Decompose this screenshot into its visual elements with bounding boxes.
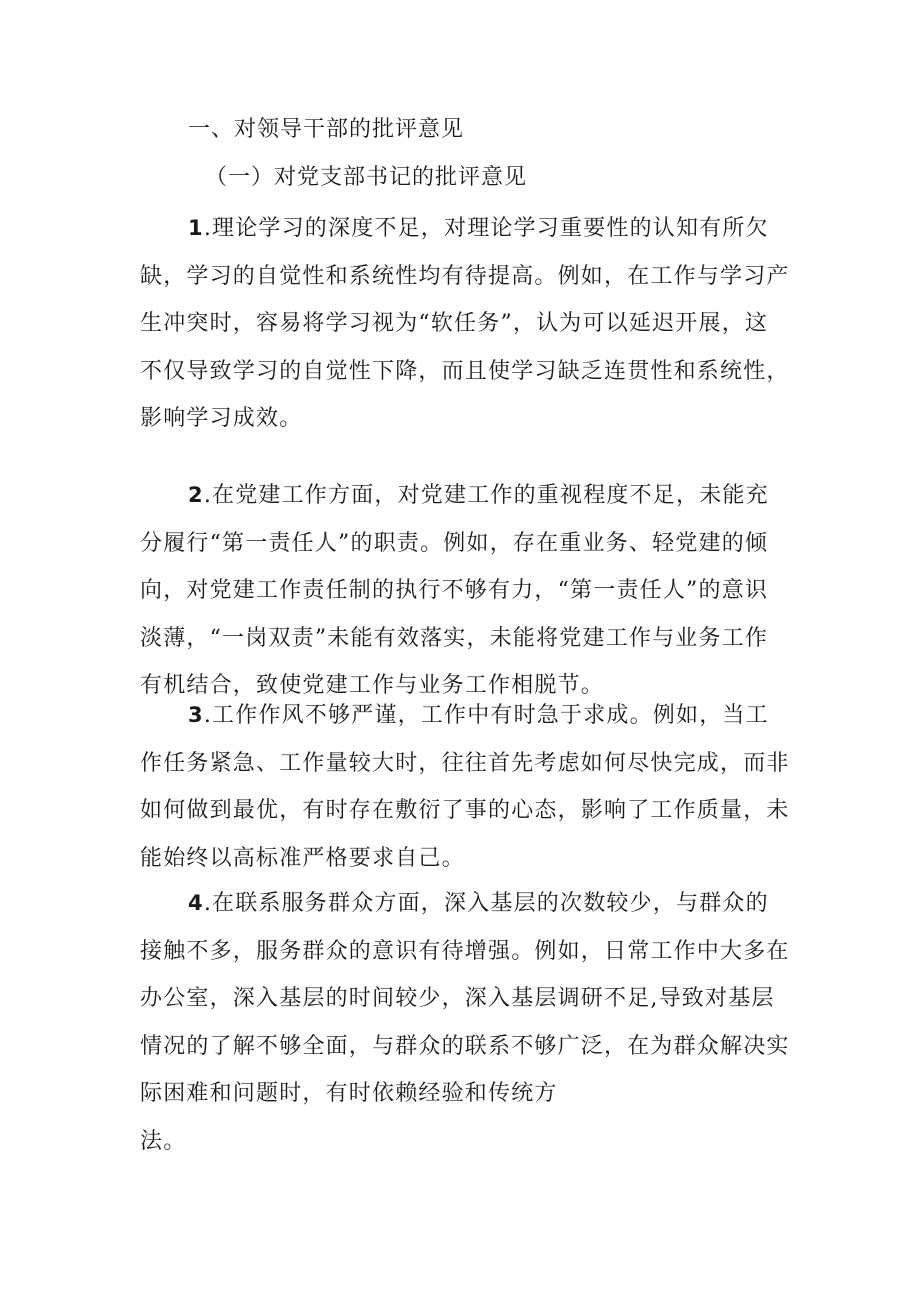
line-text: .在联系服务群众方面，深入基层的次数较少，与群众的 bbox=[203, 891, 769, 916]
paragraph-2 bbox=[140, 472, 792, 710]
item-number: 3 bbox=[188, 703, 204, 727]
item-number: 4 bbox=[188, 891, 204, 915]
paragraph-4 bbox=[140, 880, 792, 1166]
line-text: .在党建工作方面，对党建工作的重视程度不足，未能充 bbox=[203, 483, 769, 508]
paragraph-line: 生冲突时，容易将学习视为“软任务”，认为可以延迟开展，这 bbox=[140, 311, 769, 337]
subsection-heading: （一）对党支部书记的批评意见 bbox=[205, 165, 528, 190]
line-text: .理论学习的深度不足，对理论学习重要性的认知有所欠 bbox=[203, 216, 769, 241]
paragraph-line bbox=[140, 880, 792, 928]
paragraph-line: 向，对党建工作责任制的执行不够有力，“第一责任人”的意识 bbox=[140, 578, 769, 604]
paragraph-line: 情况的了解不够全面，与群众的联系不够广泛，在为群众解决实 bbox=[140, 1033, 790, 1059]
paragraph-line: 办公室，深入基层的时间较少，深入基层调研不足,导致对基层 bbox=[140, 986, 775, 1012]
paragraph-line: 能始终以高标准严格要求自己。 bbox=[140, 845, 465, 871]
paragraph-1 bbox=[140, 205, 792, 443]
paragraph-line: 接触不多，服务群众的意识有待增强。例如，日常工作中大多在 bbox=[140, 938, 790, 964]
line-text: .工作作风不够严谨，工作中有时急于求成。例如，当工 bbox=[203, 703, 769, 728]
paragraph-line: 如何做到最优，有时存在敷衍了事的心态，影响了工作质量，未 bbox=[140, 798, 790, 824]
paragraph-line: 分履行“第一责任人”的职责。例如，存在重业务、轻党建的倾 bbox=[140, 530, 769, 556]
paragraph-line: 法。 bbox=[140, 1128, 187, 1154]
paragraph-line: 有机结合，致使党建工作与业务工作相脱节。 bbox=[140, 673, 605, 699]
section-heading: 一、对领导干部的批评意见 bbox=[188, 117, 465, 142]
paragraph-line: 作任务紧急、工作量较大时，往往首先考虑如何尽快完成，而非 bbox=[140, 750, 790, 776]
item-number: 1 bbox=[188, 216, 204, 240]
paragraph-line: 缺，学习的自觉性和系统性均有待提高。例如，在工作与学习产 bbox=[140, 263, 790, 289]
paragraph-line: 淡薄，“一岗双责”未能有效落实，未能将党建工作与业务工作 bbox=[140, 625, 769, 651]
paragraph-line bbox=[140, 205, 792, 253]
paragraph-line bbox=[140, 472, 792, 520]
paragraph-line: 影响学习成效。 bbox=[140, 406, 303, 432]
paragraph-line bbox=[140, 692, 792, 740]
paragraph-3 bbox=[140, 692, 792, 882]
paragraph-line: 际困难和问题时，有时依赖经验和传统方 bbox=[140, 1081, 558, 1107]
paragraph-line: 不仅导致学习的自觉性下降，而且使学习缺乏连贯性和系统性， bbox=[140, 358, 790, 384]
item-number: 2 bbox=[188, 483, 204, 507]
